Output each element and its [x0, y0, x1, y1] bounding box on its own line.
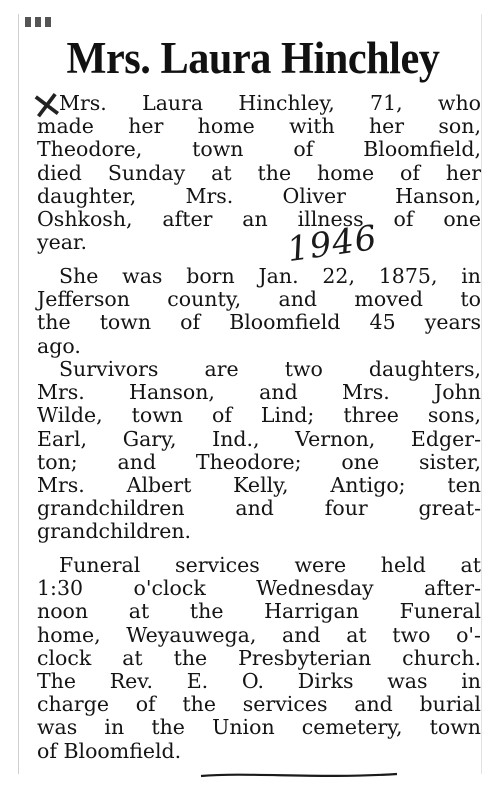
text-line: Oshkosh, after an illness of one — [37, 207, 481, 232]
text-line: home, Weyauwega, and at two o'- — [37, 622, 481, 647]
text-line: died Sunday at the home of her — [37, 160, 481, 185]
paragraph-birth — [37, 265, 481, 358]
text-line: of Bloomfield. — [37, 738, 182, 763]
text-line: clock at the Presbyterian church. — [37, 645, 481, 670]
text-line: Mrs. Laura Hinchley, 71, who — [59, 91, 481, 115]
text-line: grandchildren and four great- — [37, 496, 481, 521]
text-line: ago. — [37, 333, 81, 358]
text-line: 1:30 o'clock Wednesday after- — [37, 576, 481, 601]
paragraph-death-notice — [37, 92, 481, 254]
paragraph-funeral — [37, 554, 481, 763]
text-line: Jefferson county, and moved to — [37, 287, 481, 312]
headline: Mrs. Laura Hinchley — [66, 33, 440, 83]
text-line: The Rev. E. O. Dirks was in — [37, 669, 481, 694]
text-line: made her home with her son, — [37, 114, 481, 139]
text-line: She was born Jan. 22, 1875, in — [59, 264, 481, 288]
handwritten-x-mark: ✕ — [28, 81, 66, 131]
text-line: year. — [37, 230, 87, 255]
edge-mark — [25, 14, 65, 26]
text-line: noon at the Harrigan Funeral — [37, 599, 481, 624]
text-line: the town of Bloomfield 45 years — [37, 310, 481, 335]
handwritten-underline — [199, 769, 399, 781]
text-line: was in the Union cemetery, town — [37, 715, 481, 740]
text-line: daughter, Mrs. Oliver Hanson, — [37, 183, 481, 208]
newspaper-clipping — [18, 14, 482, 774]
text-line: ton; and Theodore; one sister, — [37, 449, 481, 474]
text-line: Funeral services were held at — [59, 553, 481, 577]
paragraph-survivors — [37, 358, 481, 544]
text-line: Mrs. Hanson, and Mrs. John — [37, 380, 481, 405]
text-line: charge of the services and burial — [37, 692, 481, 717]
text-line: grandchildren. — [37, 519, 192, 544]
text-line: Survivors are two daughters, — [59, 357, 481, 381]
text-line: Earl, Gary, Ind., Vernon, Edger- — [37, 426, 481, 451]
handwritten-year-annotation: 1946 — [284, 217, 380, 271]
text-line: Wilde, town of Lind; three sons, — [37, 403, 481, 428]
text-line: Theodore, town of Bloomfield, — [37, 137, 481, 162]
text-line: Mrs. Albert Kelly, Antigo; ten — [37, 473, 481, 498]
